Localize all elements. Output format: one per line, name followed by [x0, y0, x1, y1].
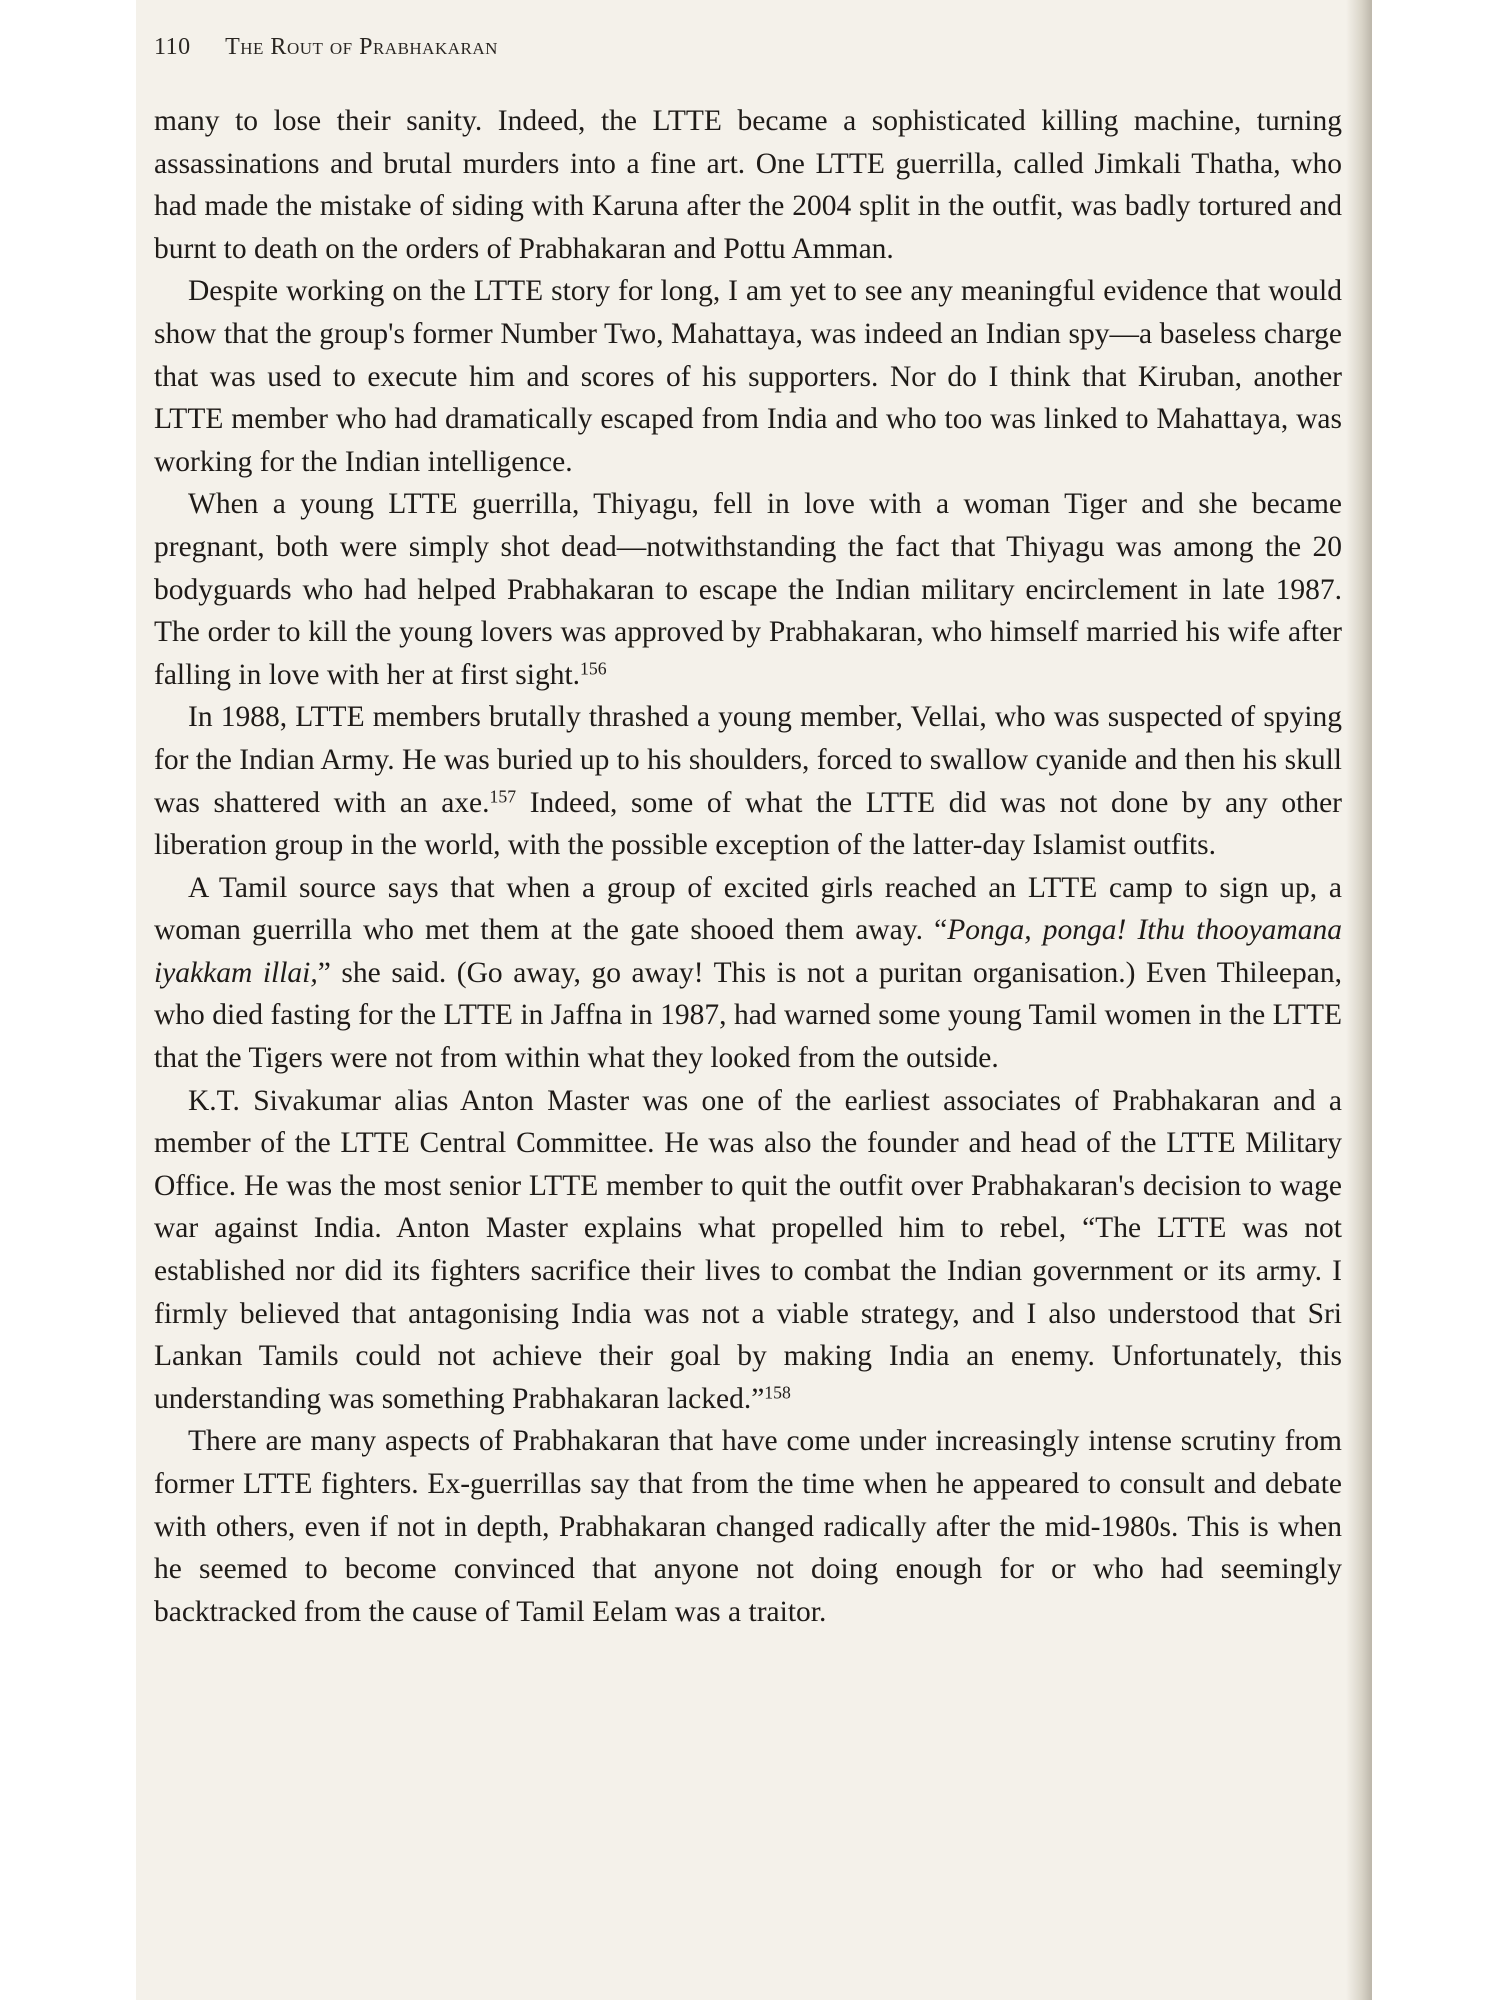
paragraph-3: When a young LTTE guerrilla, Thiyagu, fell in love with a woman Tiger and she became pregnant, both were simply shot dead—notwithstanding the fact that Thiyagu was among the 20 bodyguards who had helped Prabhakaran to escape the Indian military encirclement in late 1987. The order to kill the young lovers was approved by Prabhakaran, who himself married his wife after falling in love with her at first sight.$^{156}$ [154, 488, 1342, 691]
footnote-ref-158: 158 [764, 1382, 791, 1403]
paragraph-2: Despite working on the LTTE story for long, I am yet to see any meaningful evidence that would show that the group's former Number Two, Mahattaya, was indeed an Indian spy—a baseless charge that was used to execute him and scores of his supporters. Nor do I think that Kiruban, another LTTE member who had dramatically escaped from India and who too was linked to Mahattaya, was working for the Indian intelligence. [154, 275, 1342, 478]
page-gutter-shadow [1346, 0, 1372, 2000]
page-number: 110 [154, 34, 191, 60]
running-title: The Rout of Prabhakaran [225, 34, 498, 60]
paragraph-1: many to lose their sanity. Indeed, the LTTE became a sophisticated killing machine, turning assassinations and brutal murders into a fine art. One LTTE guerrilla, called Jimkali Thatha, who had made the mistake of siding with Karuna after the 2004 split in the outfit, was badly tortured and burnt to death on the orders of Prabhakaran and Pottu Amman. [154, 105, 1342, 265]
tamil-quote: Ponga, ponga! Ithu thooyamana iyakkam illai, [154, 914, 1342, 989]
running-header [154, 34, 498, 61]
paragraph-5: A Tamil source says that when a group of excited girls reached an LTTE camp to sign up, a woman guerrilla who met them at the gate shooed them away. “Ponga, ponga! Ithu thooyamana iyakkam illai,” she said. (Go away, go away! This is not a puritan organisation.) Even Thileepan, who died fasting for the LTTE in Jaffna in 1987, had warned some young Tamil women in the LTTE that the Tigers were not from within what they looked from the outside. [154, 871, 1342, 1075]
body-text [154, 100, 1342, 1633]
paragraph-6: K.T. Sivakumar alias Anton Master was one of the earliest associates of Prabhakaran and a member of the LTTE Central Committee. He was also the founder and head of the LTTE Military Office. He was the most senior LTTE member to quit the outfit over Prabhakaran's decision to wage war against India. Anton Master explains what propelled him to rebel, “The LTTE was not established nor did its fighters sacrifice their lives to combat the Indian government or its army. I firmly believed that antagonising India was not a viable strategy, and I also understood that Sri Lankan Tamils could not achieve their goal by making India an enemy. Unfortunately, this understanding was something Prabhakaran lacked.”$^{158}$ [154, 1084, 1342, 1415]
paragraph-4: In 1988, LTTE members brutally thrashed a young member, Vellai, who was suspected of spying for the Indian Army. He was buried up to his shoulders, forced to swallow cyanide and then his skull was shattered with an axe.$^{157}$ Indeed, some of what the LTTE did was not done by any other liberation group in the world, with the possible exception of the latter-day Islamist outfits. [154, 701, 1342, 862]
footnote-ref-157: 157 [489, 785, 517, 806]
paragraph-7: There are many aspects of Prabhakaran that have come under increasingly intense scrutiny from former LTTE fighters. Ex-guerrillas say that from the time when he appeared to consult and debate with others, even if not in depth, Prabhakaran changed radically after the mid-1980s. This is when he seemed to become convinced that anyone not doing enough for or who had seemingly backtracked from the cause of Tamil Eelam was a traitor. [154, 1425, 1342, 1628]
footnote-ref-156: 156 [580, 657, 607, 678]
